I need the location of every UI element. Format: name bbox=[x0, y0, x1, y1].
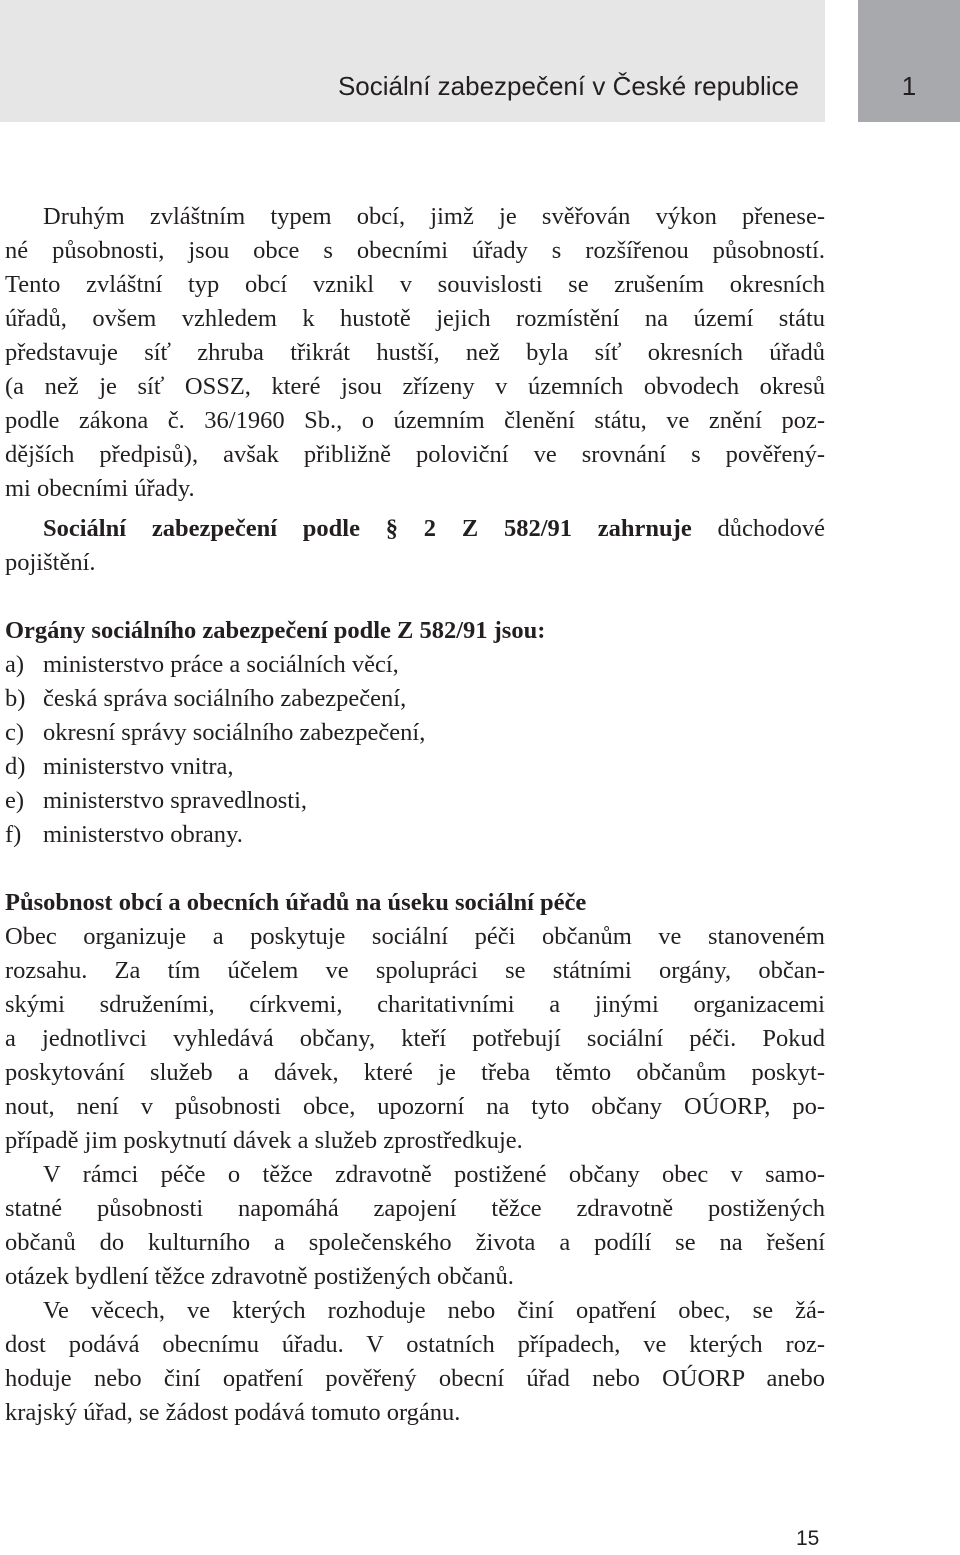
text-line: otázek bydlení těžce zdravotně postižených občanů. bbox=[5, 1263, 514, 1290]
list-item bbox=[5, 682, 825, 716]
text-line: poskytování služeb a dávek, které je třeba těmto občanům poskyt- bbox=[5, 1059, 825, 1086]
text-line: Ve věcech, ve kterých rozhoduje nebo činí opatření obec, se žá- bbox=[43, 1297, 825, 1324]
section-heading: Orgány sociálního zabezpečení podle Z 582/91 jsou: bbox=[5, 617, 546, 644]
text-line: Tento zvláštní typ obcí vznikl v souvislosti se zrušením okresních bbox=[5, 271, 825, 298]
text-line: statné působnosti napomáhá zapojení těžce zdravotně postižených bbox=[5, 1195, 825, 1222]
text-phrase: důchodové bbox=[717, 515, 826, 542]
organs-section bbox=[5, 614, 825, 852]
bold-phrase: Sociální zabezpečení podle § 2 Z 582/91 zahrnuje bbox=[43, 515, 692, 542]
list-item bbox=[5, 784, 825, 818]
text-line: podle zákona č. 36/1960 Sb., o územním členění státu, ve znění poz- bbox=[5, 407, 825, 434]
text-line: V rámci péče o těžce zdravotně postižené občany obec v samo- bbox=[43, 1161, 825, 1188]
list-marker: e) bbox=[5, 787, 25, 814]
running-header-title: Sociální zabezpečení v České republice bbox=[337, 71, 799, 101]
text-line: né působnosti, jsou obce s obecními úřady s rozšířenou působností. bbox=[5, 237, 825, 264]
text-line: pojištění. bbox=[5, 549, 96, 576]
list-item-text: ministerstvo obrany. bbox=[43, 821, 243, 848]
paragraph-tezce-postizeni bbox=[5, 1158, 825, 1294]
running-header bbox=[0, 0, 825, 122]
text-line: dost podává obecnímu úřadu. V ostatních případech, ve kterých roz- bbox=[5, 1331, 825, 1358]
list-item-text: ministerstvo spravedlnosti, bbox=[43, 787, 308, 814]
paragraph-zadost bbox=[5, 1294, 825, 1430]
text-line: dějších předpisů), avšak přibližně poloviční ve srovnání s pověřený- bbox=[5, 441, 825, 468]
social-care-section bbox=[5, 886, 825, 1430]
list-marker: c) bbox=[5, 719, 25, 746]
list-marker: f) bbox=[5, 821, 22, 848]
list-item bbox=[5, 818, 825, 852]
paragraph-obce-s-rozsirenou-pusobnosti bbox=[5, 200, 825, 506]
text-line: mi obecními úřady. bbox=[5, 475, 195, 502]
text-line bbox=[5, 512, 825, 546]
text-line: úřadů, ovšem vzhledem k hustotě jejich rozmístění na území státu bbox=[5, 305, 825, 332]
text-line: krajský úřad, se žádost podává tomuto orgánu. bbox=[5, 1399, 461, 1426]
text-line: hoduje nebo činí opatření pověřený obecní úřad nebo OÚORP anebo bbox=[5, 1365, 825, 1392]
section-heading: Působnost obcí a obecních úřadů na úseku sociální péče bbox=[5, 889, 587, 916]
text-line: rozsahu. Za tím účelem ve spolupráci se státními orgány, občan- bbox=[5, 957, 825, 984]
list-marker: d) bbox=[5, 753, 26, 780]
paragraph-socialni-zabezpeceni bbox=[5, 512, 825, 580]
text-line: Obec organizuje a poskytuje sociální péči občanům ve stanoveném bbox=[5, 923, 825, 950]
text-line: (a než je síť OSSZ, které jsou zřízeny v územních obvodech okresů bbox=[5, 373, 825, 400]
text-line: skými sdruženími, církvemi, charitativními a jinými organizacemi bbox=[5, 991, 825, 1018]
text-line: představuje síť zhruba třikrát hustší, než byla síť okresních úřadů bbox=[5, 339, 825, 366]
chapter-tab bbox=[858, 0, 960, 122]
text-line: a jednotlivci vyhledává občany, kteří potřebují sociální péči. Pokud bbox=[5, 1025, 825, 1052]
text-line: nout, není v působnosti obce, upozorní na tyto občany OÚORP, po- bbox=[5, 1093, 825, 1120]
list-item-text: ministerstvo práce a sociálních věcí, bbox=[43, 651, 399, 678]
list-item bbox=[5, 648, 825, 682]
page-number: 15 bbox=[796, 1527, 820, 1550]
list-item-text: okresní správy sociálního zabezpečení, bbox=[43, 719, 426, 746]
chapter-number: 1 bbox=[901, 71, 917, 101]
list-marker: b) bbox=[5, 685, 26, 712]
list-item-text: česká správa sociálního zabezpečení, bbox=[43, 685, 407, 712]
list-item-text: ministerstvo vnitra, bbox=[43, 753, 234, 780]
paragraph-obec-organizuje bbox=[5, 920, 825, 1158]
list-item bbox=[5, 750, 825, 784]
text-line: občanů do kulturního a společenského života a podílí se na řešení bbox=[5, 1229, 825, 1256]
page-body bbox=[5, 200, 825, 1430]
text-line: případě jim poskytnutí dávek a služeb zprostředkuje. bbox=[5, 1127, 523, 1154]
list-item bbox=[5, 716, 825, 750]
list-marker: a) bbox=[5, 651, 25, 678]
text-line: Druhým zvláštním typem obcí, jimž je svěřován výkon přenese- bbox=[43, 203, 825, 230]
